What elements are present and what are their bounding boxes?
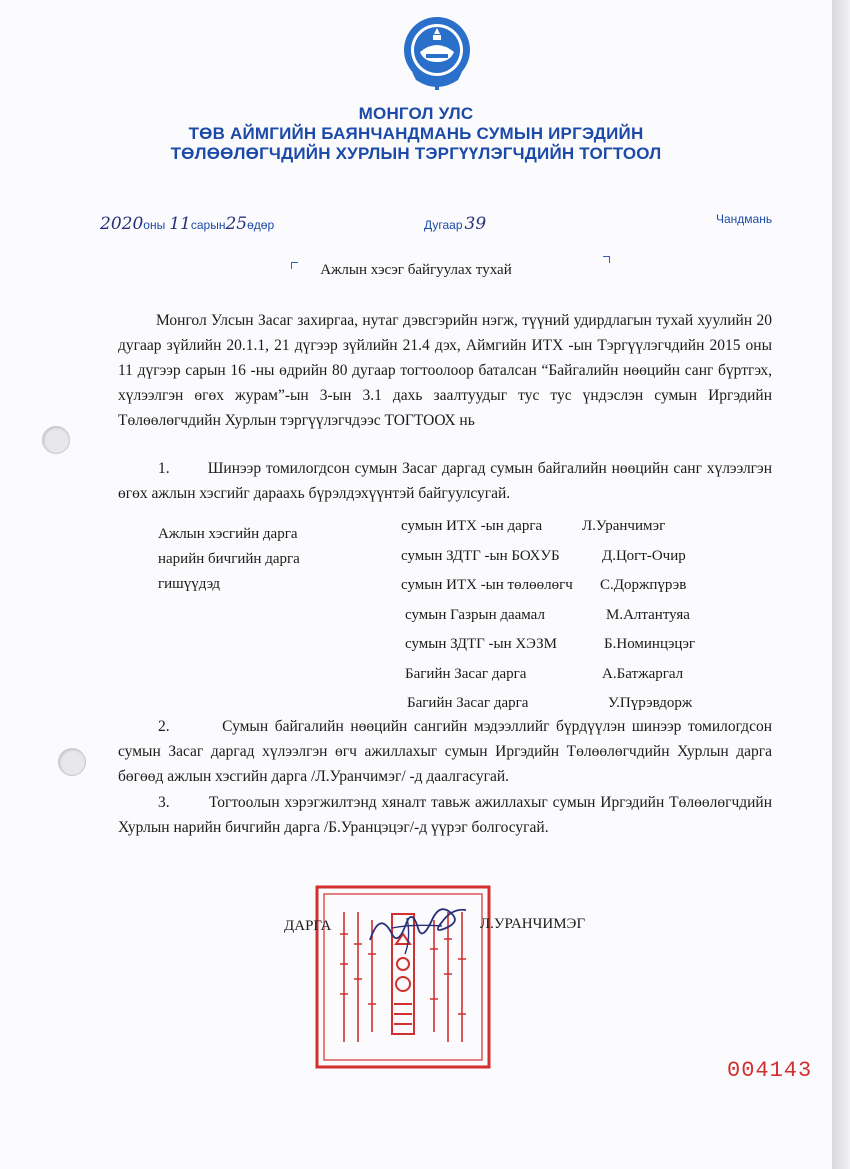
item-1-number: 1. [158, 460, 170, 477]
item-1 [118, 456, 772, 506]
date-month: 11 [169, 214, 191, 234]
member-name: М.Алтантуяа [606, 606, 690, 623]
item-3-text: Тогтоолын хэрэгжилтэнд хяналт тавьж ажиллахыг сумын Иргэдийн Төлөөлөгчдийн Хурлын нарийн бичгийн дарга /Б.Уранцэцэг/-д үүрэг болгосугай. [118, 794, 773, 836]
header-line-3: ТӨЛӨӨЛӨГЧДИЙН ХУРЛЫН ТЭРГҮҮЛЭГЧДИЙН ТОГТООЛ [170, 144, 662, 163]
decree-number [424, 214, 486, 234]
member-position: сумын Газрын даамал [405, 606, 545, 623]
member-position: сумын ИТХ -ын төлөөлөгч [401, 577, 573, 593]
member-position: сумын ЗДТГ -ын БОХУБ [401, 547, 560, 564]
role-secretary: нарийн бичгийн дарга [158, 551, 300, 567]
number-value: 39 [464, 214, 487, 234]
place-name: Чандмань [716, 212, 773, 226]
signature-icon [362, 900, 472, 960]
subject-title: Ажлын хэсэг байгуулах тухай [320, 262, 512, 278]
signatory-title: ДАРГА [284, 918, 332, 934]
item-1-text: Шинээр томилогдсон сумын Засаг даргад сумын байгалийн нөөцийн санг хүлээлгэн өгөх ажлын хэсгийг дараахь бүрэлдэхүүнтэй байгуулсугай. [118, 460, 772, 502]
intro-paragraph: Монгол Улсын Засаг захиргаа, нутаг дэвсгэрийн нэгж, түүний удирдлагын тухай хуулийн 20 дугаар зүйлийн 20.1.1, 21 дүгээр зүйлийн 21.4 дэх, Аймгийн ИТХ -ын Тэргүүлэгчдийн 2015 оны 11 дүгээр сарын 16 -ны өдрийн 80 дугаар тогтоолоор баталсан “Байгалийн нөөцийн санг бүртгэх, хүлээлгэн өгөх журам”-ын 3-ын 3.1 дахь заалтуудыг тус тус үндэслэн сумын Иргэдийн Төлөөлөгчдийн Хурлын тэргүүлэгчдээс ТОГТООХ нь [118, 312, 772, 429]
role-members: гишүүдэд [158, 576, 221, 592]
member-positions [401, 512, 573, 719]
member-name: Б.Номинцэцэг [604, 636, 696, 652]
date-year-suffix: оны [143, 218, 166, 232]
member-name: У.Пүрэвдорж [608, 695, 693, 711]
number-label: Дугаар [424, 218, 463, 232]
role-chair: Ажлын хэсгийн дарга [158, 526, 298, 542]
member-position: сумын ИТХ -ын дарга [401, 518, 543, 534]
serial-number: 004143 [727, 1058, 813, 1083]
punch-hole-top [42, 426, 70, 454]
member-position: Багийн Засаг дарга [407, 695, 529, 711]
member-position: Багийн Засаг дарга [405, 665, 527, 682]
date-day-suffix: өдөр [247, 218, 275, 232]
member-name: А.Батжаргал [602, 665, 684, 682]
member-position: сумын ЗДТГ -ын ХЭЗМ [405, 636, 557, 652]
item-2-number: 2. [158, 718, 170, 735]
date-year: 2020 [100, 214, 144, 234]
roles-column [158, 522, 300, 597]
date-day: 25 [225, 214, 248, 234]
signatory-name: Л.УРАНЧИМЭГ [480, 916, 586, 932]
member-name: С.Доржпүрэв [600, 577, 687, 593]
state-emblem-icon [402, 14, 472, 92]
page-edge [832, 0, 850, 1169]
punch-hole-bottom [58, 748, 86, 776]
date-month-suffix: сарын [190, 218, 226, 232]
member-name: Д.Цогт-Очир [602, 547, 686, 564]
item-3-number: 3. [158, 794, 170, 811]
item-2-text: Сумын байгалийн нөөцийн сангийн мэдээллийг бүрдүүлэн шинээр томилогдсон сумын Засаг даргад хүлээлгэн өгч ажиллахыг сумын Иргэдийн Төлөөлөгчдийн Хурлын дарга бөгөөд ажлын хэсгийн дарга /Л.Уранчимэг/ -д даалгасугай. [118, 718, 772, 785]
header-line-2: ТӨВ АЙМГИЙН БАЯНЧАНДМАНЬ СУМЫН ИРГЭДИЙН [188, 124, 644, 143]
date-line [100, 214, 274, 234]
member-names [582, 512, 695, 719]
item-3 [118, 790, 772, 840]
member-name: Л.Уранчимэг [582, 518, 666, 534]
item-2 [118, 714, 772, 789]
header-line-1: МОНГОЛ УЛС [358, 104, 474, 123]
